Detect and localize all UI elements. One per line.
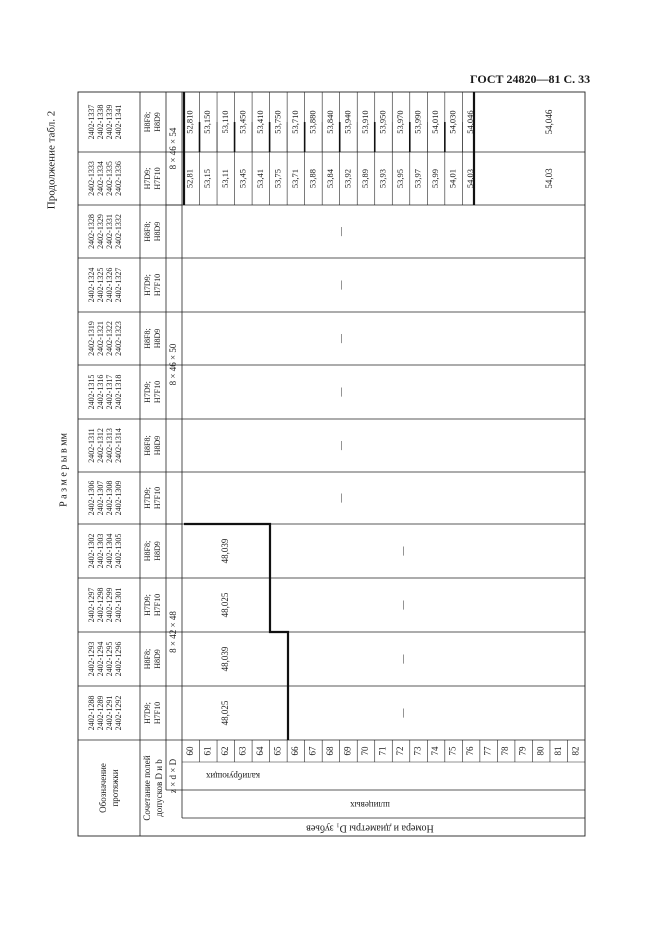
designation-code: 2402-1306 <box>86 480 96 516</box>
designation-code: 2402-1295 <box>104 641 114 677</box>
tooth-number: 66 <box>289 746 300 756</box>
tooth-number: 74 <box>430 746 441 756</box>
diameter-value: 52,810 <box>184 110 195 134</box>
tooth-number: 82 <box>570 746 581 756</box>
diameter-value: 53,840 <box>324 110 335 134</box>
designation-code: 2402-1293 <box>86 641 96 677</box>
designation-code: 2402-1291 <box>104 695 114 731</box>
diameter-value: 53,92 <box>342 168 353 189</box>
tooth-number: 68 <box>324 746 335 756</box>
designation-code: 2402-1305 <box>113 533 123 569</box>
designation-code: 2402-1312 <box>95 428 105 463</box>
designation-code: 2402-1298 <box>95 587 105 623</box>
designation-code: 2402-1315 <box>86 374 96 410</box>
diameter-value: 53,71 <box>289 168 300 189</box>
designation-code: 2402-1339 <box>104 104 114 140</box>
designation-code: 2402-1299 <box>104 587 114 623</box>
designation-code: 2402-1301 <box>113 587 123 623</box>
dash-mark: — <box>398 708 409 718</box>
page-header: ГОСТ 24820—81 С. 33 <box>470 72 591 86</box>
designation-code: 2402-1327 <box>113 267 123 303</box>
tolerance-code: H7F10 <box>152 486 162 510</box>
tolerance-code: H7D9; <box>142 487 152 509</box>
calibrating-label: калибрующих <box>205 770 261 781</box>
stair-border <box>184 524 288 740</box>
designation-code: 2402-1317 <box>104 374 114 410</box>
diameter-value: 54,01 <box>447 168 458 189</box>
sizes-label: Р а з м е р ы в мм <box>58 433 70 507</box>
tolerance-code: H7D9; <box>142 594 152 616</box>
table-frame <box>78 92 585 836</box>
diameter-value: 53,970 <box>394 110 405 134</box>
tolerance-code: H7D9; <box>142 167 152 190</box>
designation-code: 2402-1307 <box>95 480 105 516</box>
designation-code: 2402-1335 <box>104 161 114 196</box>
diameter-value: 52,81 <box>184 168 195 189</box>
tooth-number: 61 <box>202 746 213 756</box>
tolerance-code: H8F8; <box>142 111 152 133</box>
diameter-value: 53,89 <box>359 168 370 189</box>
designation-code: 2402-1294 <box>95 641 105 677</box>
tolerance-code: H8F8; <box>142 221 152 242</box>
diameter-value: 54,010 <box>430 110 441 134</box>
dash-mark: — <box>398 654 409 664</box>
tolerance-code: H7F10 <box>152 701 162 725</box>
designation-code: 2402-1337 <box>86 104 96 140</box>
diameter-value: 53,880 <box>307 110 318 134</box>
designation-code: 2402-1324 <box>86 267 96 303</box>
dash-mark: — <box>336 227 347 236</box>
designation-code: 2402-1333 <box>86 161 96 196</box>
dash-mark: — <box>398 546 409 556</box>
tolerance-code: H7F10 <box>152 273 162 297</box>
diameter-value: 53,84 <box>324 168 335 189</box>
designation-code: 2402-1338 <box>95 104 105 140</box>
tooth-number: 65 <box>272 746 283 756</box>
diameter-value: 53,41 <box>254 168 265 189</box>
tolerance-code: H8F8; <box>142 435 152 456</box>
designation-code: 2402-1302 <box>86 533 96 569</box>
dash-mark: — <box>336 441 347 450</box>
tolerance-code: H8D9 <box>152 328 162 349</box>
tolerance-code: H8F8; <box>142 328 152 349</box>
designation-code: 2402-1309 <box>113 480 123 516</box>
final-value: 54,03 <box>544 168 555 189</box>
tooth-number: 70 <box>360 746 371 756</box>
designation-code: 2402-1329 <box>95 214 105 249</box>
tooth-number: 63 <box>237 746 248 756</box>
designation-label: протяжки <box>110 769 121 807</box>
designation-code: 2402-1322 <box>104 321 114 356</box>
diameter-value: 54,030 <box>447 110 458 134</box>
diameter-value: 53,910 <box>359 110 370 134</box>
tolerance-label: допусков D и b <box>154 759 165 817</box>
continuation-label: Продолжение табл. 2 <box>45 110 58 210</box>
designation-code: 2402-1318 <box>113 374 123 410</box>
designation-code: 2402-1332 <box>113 214 123 249</box>
designation-code: 2402-1328 <box>86 214 96 249</box>
spline-label: шлицевых <box>350 799 390 810</box>
tooth-number: 62 <box>219 746 230 756</box>
tooth-number: 72 <box>395 746 406 756</box>
diameter-value: 48,039 <box>220 538 231 564</box>
diameter-value: 48,039 <box>220 646 231 672</box>
dash-mark: — <box>336 334 347 343</box>
diameter-value: 53,450 <box>237 110 248 134</box>
diameter-value: 53,95 <box>394 168 405 189</box>
tolerance-code: H8D9 <box>152 541 162 561</box>
designation-code: 2402-1313 <box>104 428 114 463</box>
designation-code: 2402-1308 <box>104 480 114 516</box>
tooth-number: 78 <box>500 746 511 756</box>
designation-label: Обозначение <box>98 763 109 813</box>
diameter-value: 54,03 <box>465 168 476 189</box>
diameter-value: 53,75 <box>272 168 283 189</box>
tolerance-code: H8D9 <box>152 221 162 242</box>
tolerance-code: H7F10 <box>152 380 162 404</box>
designation-code: 2402-1336 <box>113 161 123 196</box>
diameter-value: 53,15 <box>202 168 213 189</box>
tolerance-code: H8D9 <box>152 435 162 456</box>
diameter-value: 53,97 <box>412 168 423 189</box>
designation-code: 2402-1325 <box>95 267 105 303</box>
designation-code: 2402-1288 <box>86 695 96 731</box>
tolerance-code: H8D9 <box>152 649 162 669</box>
designation-code: 2402-1326 <box>104 267 114 303</box>
tolerance-code: H7D9; <box>142 381 152 403</box>
diameter-value: 53,88 <box>307 168 318 189</box>
diameter-value: 53,110 <box>219 110 230 134</box>
designation-code: 2402-1321 <box>95 321 105 356</box>
tooth-number: 64 <box>254 746 265 756</box>
diameter-value: 54,046 <box>465 110 476 134</box>
designation-code: 2402-1292 <box>113 695 123 731</box>
tolerance-code: H7D9; <box>142 702 152 724</box>
diameter-value: 53,940 <box>342 110 353 134</box>
designation-code: 2402-1319 <box>86 321 96 356</box>
diameter-value: 48,025 <box>220 700 231 726</box>
dash-mark: — <box>336 387 347 397</box>
designation-code: 2402-1303 <box>95 533 105 569</box>
designation-code: 2402-1304 <box>104 533 114 569</box>
zdD-label: z × d × D <box>168 758 179 794</box>
designation-code: 2402-1334 <box>95 161 105 196</box>
diameter-value: 48,025 <box>220 592 231 618</box>
designation-code: 2402-1289 <box>95 695 105 731</box>
tolerance-code: H8F8; <box>142 540 152 562</box>
diameter-value: 53,45 <box>237 168 248 189</box>
diameter-value: 53,99 <box>430 168 441 189</box>
designation-code: 2402-1323 <box>113 321 123 356</box>
tooth-number: 81 <box>552 746 563 756</box>
designation-code: 2402-1314 <box>113 428 123 463</box>
dash-mark: — <box>336 280 347 290</box>
group-size: 8 × 46 × 50 <box>168 343 179 386</box>
diameter-value: 53,710 <box>289 110 300 134</box>
tooth-number: 67 <box>307 746 318 756</box>
diameter-value: 53,750 <box>272 110 283 134</box>
diameter-value: 53,11 <box>219 169 230 188</box>
dash-mark: — <box>398 600 409 610</box>
designation-code: 2402-1311 <box>86 428 96 463</box>
dash-mark: — <box>336 493 347 503</box>
tolerance-label: Сочетание полей <box>142 755 153 821</box>
tolerance-code: H7D9; <box>142 274 152 296</box>
final-value: 54,046 <box>544 109 555 135</box>
tooth-number: 79 <box>517 746 528 756</box>
tolerance-code: H7F10 <box>152 167 162 190</box>
diameter-value: 53,410 <box>254 110 265 134</box>
tooth-number: 75 <box>447 746 458 756</box>
designation-code: 2402-1341 <box>113 104 123 140</box>
diameter-value: 53,950 <box>377 110 388 134</box>
designation-code: 2402-1297 <box>86 587 96 623</box>
tolerance-code: H7F10 <box>152 593 162 617</box>
tooth-number: 77 <box>482 746 493 756</box>
teeth-caption: Номера и диаметры D₁ зубьев <box>306 822 434 834</box>
diameter-value: 53,93 <box>377 168 388 189</box>
group-size: 8 × 42 × 48 <box>168 611 179 653</box>
diameter-value: 53,990 <box>412 110 423 134</box>
designation-code: 2402-1331 <box>104 214 114 249</box>
designation-code: 2402-1296 <box>113 641 123 677</box>
tolerance-code: H8F8; <box>142 648 152 670</box>
tolerance-code: H8D9 <box>152 112 162 132</box>
designation-code: 2402-1316 <box>95 374 105 410</box>
tooth-number: 60 <box>184 746 195 756</box>
tooth-number: 76 <box>465 746 476 756</box>
tooth-number: 80 <box>535 746 546 756</box>
group-size: 8 × 46 × 54 <box>168 127 179 170</box>
tooth-number: 69 <box>342 746 353 756</box>
tooth-number: 71 <box>377 746 388 756</box>
tooth-number: 73 <box>412 746 423 756</box>
diameter-value: 53,150 <box>202 110 213 134</box>
